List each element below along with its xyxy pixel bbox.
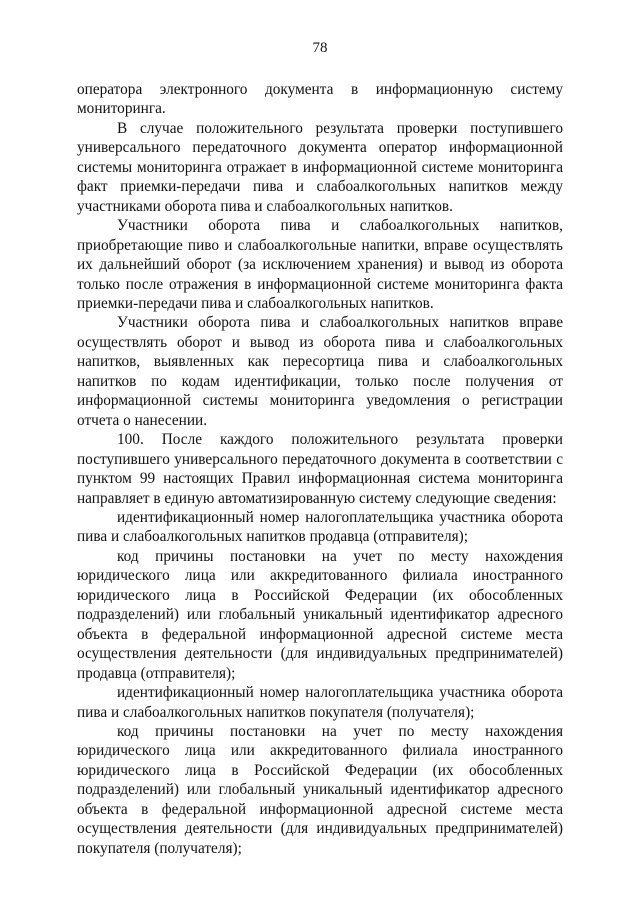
paragraph-continuation: оператора электронного документа в информационную систему мониторинга.: [77, 81, 563, 118]
paragraph: Участники оборота пива и слабоалкогольных напитков, приобретающие пиво и слабоалкогольные напитки, вправе осуществлять их дальнейший оборот (за исключением хранения) и вывод из оборота только после отражения в информационной системе мониторинга факта приемки-передачи пива и слабоалкогольных напитков.: [77, 217, 563, 312]
paragraph: Участники оборота пива и слабоалкогольных напитков вправе осуществлять оборот и вывод из оборота пива и слабоалкогольных напитков, выявленных как пересортица пива и слабоалкогольных напитков по кодам идентификации, только после получения от информационной системы мониторинга уведомления о регистрации отчета о нанесении.: [77, 314, 563, 429]
list-item: код причины постановки на учет по месту нахождения юридического лица или аккредитованного филиала иностранного юридического лица в Российской Федерации (их обособленных подразделений) или глобальный уникальный идентификатор адресного объекта в федеральной информационной адресной системе места осуществления деятельности (для индивидуальных предпринимателей) продавца (отправителя);: [77, 547, 563, 682]
list-item: код причины постановки на учет по месту нахождения юридического лица или аккредитованного филиала иностранного юридического лица в Российской Федерации (их обособленных подразделений) или глобальный уникальный идентификатор адресного объекта в федеральной информационной адресной системе места осуществления деятельности (для индивидуальных предпринимателей) покупателя (получателя);: [77, 722, 563, 857]
list-item: идентификационный номер налогоплательщика участника оборота пива и слабоалкогольных напитков продавца (отправителя);: [77, 508, 563, 546]
page-number: 78: [312, 40, 328, 56]
paragraph: В случае положительного результата проверки поступившего универсального передаточного документа оператор информационной системы мониторинга отражает в информационной системе мониторинга факт приемки-передачи пива и слабоалкогольных напитков между участниками оборота пива и слабоалкогольных напитков.: [77, 119, 563, 215]
document-body: [77, 80, 563, 858]
paragraph-item-100: 100. После каждого положительного результата проверки поступившего универсального передаточного документа в соответствии с пунктом 99 настоящих Правил информационная система мониторинга направляет в единую автоматизированную систему следующие сведения:: [77, 431, 563, 507]
list-item: идентификационный номер налогоплательщика участника оборота пива и слабоалкогольных напитков покупателя (получателя);: [77, 684, 563, 721]
